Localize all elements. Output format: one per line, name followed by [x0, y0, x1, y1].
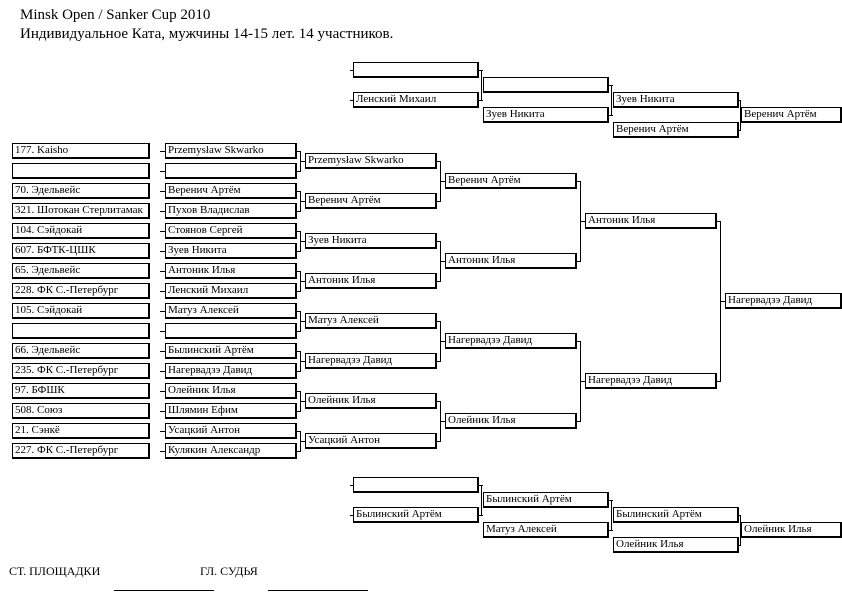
bracket-connector	[300, 441, 305, 442]
repechage-top-r1-entry	[353, 62, 479, 78]
round2-entry: Олейник Илья	[305, 393, 437, 409]
repechage-top-winner-entry: Веренич Артём	[741, 107, 842, 123]
round1-entry	[165, 163, 297, 179]
bracket-connector	[300, 281, 305, 282]
bracket-connector	[350, 515, 353, 516]
round2-entry: Антоник Илья	[305, 273, 437, 289]
repechage-top-r3-entry: Зуев Никита	[613, 92, 739, 108]
round1-entry: Зуев Никита	[165, 243, 297, 259]
bracket-tick	[160, 351, 165, 352]
repechage-top-r1-entry: Ленский Михаил	[353, 92, 479, 108]
bracket-connector	[350, 70, 353, 71]
bracket-connector	[300, 161, 305, 162]
club-entry: 177. Kaisho	[12, 143, 150, 159]
bracket-tick	[160, 211, 165, 212]
bracket-connector	[440, 341, 445, 342]
round1-entry: Антоник Илья	[165, 263, 297, 279]
round1-entry: Przemysław Skwarko	[165, 143, 297, 159]
bracket-connector	[350, 485, 353, 486]
bracket-connector	[300, 201, 305, 202]
chief-judge-label: ГЛ. СУДЬЯ	[200, 564, 258, 578]
repechage-bottom-r2-entry: Матуз Алексей	[483, 522, 609, 538]
round1-entry: Кулякин Александр	[165, 443, 297, 459]
repechage-bottom-winner-entry: Олейник Илья	[741, 522, 842, 538]
site-chief-label: СТ. ПЛОЩАДКИ	[9, 564, 101, 578]
club-entry: 65. Эдельвейс	[12, 263, 150, 279]
bracket-connector	[740, 100, 741, 131]
round2-entry: Зуев Никита	[305, 233, 437, 249]
club-entry: 508. Союз	[12, 403, 150, 419]
bracket-tick	[160, 291, 165, 292]
round3-entry: Антоник Илья	[445, 253, 577, 269]
chief-judge-signature-line	[268, 590, 368, 591]
club-entry: 607. БФТК-ЦШК	[12, 243, 150, 259]
bracket-connector	[300, 321, 305, 322]
repechage-bottom-r3-entry: Олейник Илья	[613, 537, 739, 553]
bracket-tick	[160, 251, 165, 252]
bracket-connector	[300, 361, 305, 362]
round1-entry: Олейник Илья	[165, 383, 297, 399]
bracket-tick	[160, 271, 165, 272]
repechage-top-r2-entry: Зуев Никита	[483, 107, 609, 123]
club-entry: 97. БФШК	[12, 383, 150, 399]
round2-entry: Веренич Артём	[305, 193, 437, 209]
club-entry: 235. ФК С.-Петербург	[12, 363, 150, 379]
round2-entry: Przemysław Skwarko	[305, 153, 437, 169]
round1-entry: Нагервадзэ Давид	[165, 363, 297, 379]
bracket-connector	[440, 421, 445, 422]
club-entry: 66. Эдельвейс	[12, 343, 150, 359]
round3-entry: Веренич Артём	[445, 173, 577, 189]
round4-entry: Нагервадзэ Давид	[585, 373, 717, 389]
bracket-tick	[160, 311, 165, 312]
bracket-connector	[720, 301, 725, 302]
event-title: Minsk Open / Sanker Cup 2010	[20, 7, 211, 23]
round1-entry	[165, 323, 297, 339]
bracket-connector	[440, 181, 445, 182]
round2-entry: Нагервадзэ Давид	[305, 353, 437, 369]
site-chief-signature-line	[114, 590, 214, 591]
bracket-tick	[160, 191, 165, 192]
round1-entry: Матуз Алексей	[165, 303, 297, 319]
bracket-connector	[740, 515, 741, 546]
bracket-connector	[440, 261, 445, 262]
round3-entry: Нагервадзэ Давид	[445, 333, 577, 349]
club-entry	[12, 323, 150, 339]
bracket-connector	[300, 241, 305, 242]
bracket-connector	[580, 221, 585, 222]
round3-entry: Олейник Илья	[445, 413, 577, 429]
club-entry	[12, 163, 150, 179]
club-entry: 321. Шотокан Стерлитамак	[12, 203, 150, 219]
round1-entry: Веренич Артём	[165, 183, 297, 199]
round1-entry: Пухов Владислав	[165, 203, 297, 219]
club-entry: 228. ФК С.-Петербург	[12, 283, 150, 299]
club-entry: 21. Сэнкё	[12, 423, 150, 439]
bracket-connector	[481, 70, 482, 101]
bracket-tick	[160, 411, 165, 412]
round1-entry: Усацкий Антон	[165, 423, 297, 439]
round1-entry: Былинский Артём	[165, 343, 297, 359]
bracket-tick	[160, 171, 165, 172]
bracket-connector	[300, 401, 305, 402]
club-entry: 105. Сэйдокай	[12, 303, 150, 319]
round4-entry: Антоник Илья	[585, 213, 717, 229]
bracket-tick	[160, 231, 165, 232]
round2-entry: Матуз Алексей	[305, 313, 437, 329]
round2-entry: Усацкий Антон	[305, 433, 437, 449]
repechage-bottom-r3-entry: Былинский Артём	[613, 507, 739, 523]
repechage-top-r2-entry	[483, 77, 609, 93]
bracket-tick	[160, 371, 165, 372]
club-entry: 70. Эдельвейс	[12, 183, 150, 199]
bracket-tick	[160, 451, 165, 452]
repechage-bottom-r1-entry	[353, 477, 479, 493]
event-subtitle: Индивидуальное Ката, мужчины 14-15 лет. 14 участников.	[20, 26, 394, 42]
round1-entry: Ленский Михаил	[165, 283, 297, 299]
bracket-connector	[611, 500, 612, 531]
bracket-tick	[160, 151, 165, 152]
bracket-connector	[580, 381, 585, 382]
bracket-connector	[481, 485, 482, 516]
repechage-bottom-r2-entry: Былинский Артём	[483, 492, 609, 508]
round1-entry: Шлямин Ефим	[165, 403, 297, 419]
final-winner-entry: Нагервадзэ Давид	[725, 293, 842, 309]
club-entry: 104. Сэйдокай	[12, 223, 150, 239]
bracket-tick	[160, 391, 165, 392]
club-entry: 227. ФК С.-Петербург	[12, 443, 150, 459]
repechage-bottom-r1-entry: Былинский Артём	[353, 507, 479, 523]
bracket-connector	[350, 100, 353, 101]
bracket-connector	[611, 85, 612, 116]
bracket-tick	[160, 331, 165, 332]
round1-entry: Стоянов Сергей	[165, 223, 297, 239]
repechage-top-r3-entry: Веренич Артём	[613, 122, 739, 138]
bracket-tick	[160, 431, 165, 432]
